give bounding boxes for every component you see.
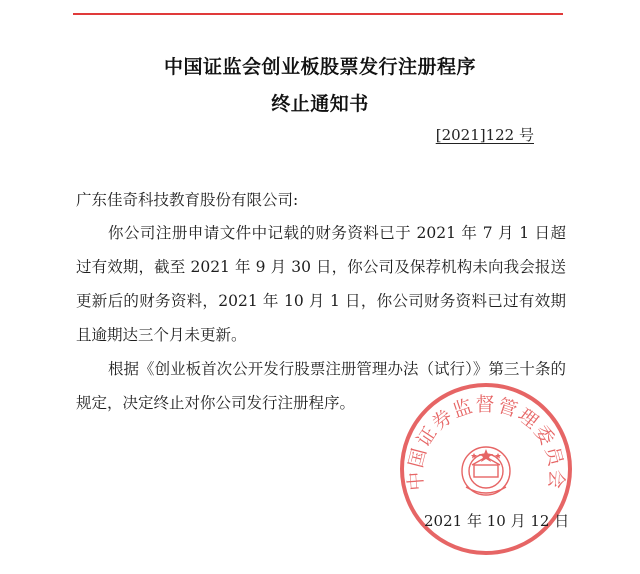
document-title-line1: 中国证监会创业板股票发行注册程序 xyxy=(163,56,476,78)
document-number xyxy=(436,124,534,145)
document-title-line2: 终止通知书 xyxy=(271,93,369,115)
document-date: 2021 年 10 月 12 日 xyxy=(424,512,570,530)
official-seal-stamp xyxy=(396,379,576,559)
addressee: 广东佳奇科技教育股份有限公司: xyxy=(76,191,299,209)
body-paragraph-2: 根据《创业板首次公开发行股票注册管理办法（试行）》第三十条的规定，决定终止对你公司发行注册程序。 xyxy=(76,360,566,412)
header-red-rule xyxy=(73,13,563,15)
seal-arc-text-path: 中国证券监督管理委员会 xyxy=(404,393,568,492)
national-emblem-icon xyxy=(462,447,510,495)
document-number-text: [2021]122 号 xyxy=(435,126,534,144)
body-paragraph-1: 你公司注册申请文件中记载的财务资料已于 2021 年 7 月 1 日超过有效期，截至 2021 年 9 月 30 日，你公司及保荐机构未向我会报送更新后的财务资料，2021 年 10 月 1 日，你公司财务资料已过有效期且逾期达三个月未更新。 xyxy=(76,224,566,344)
